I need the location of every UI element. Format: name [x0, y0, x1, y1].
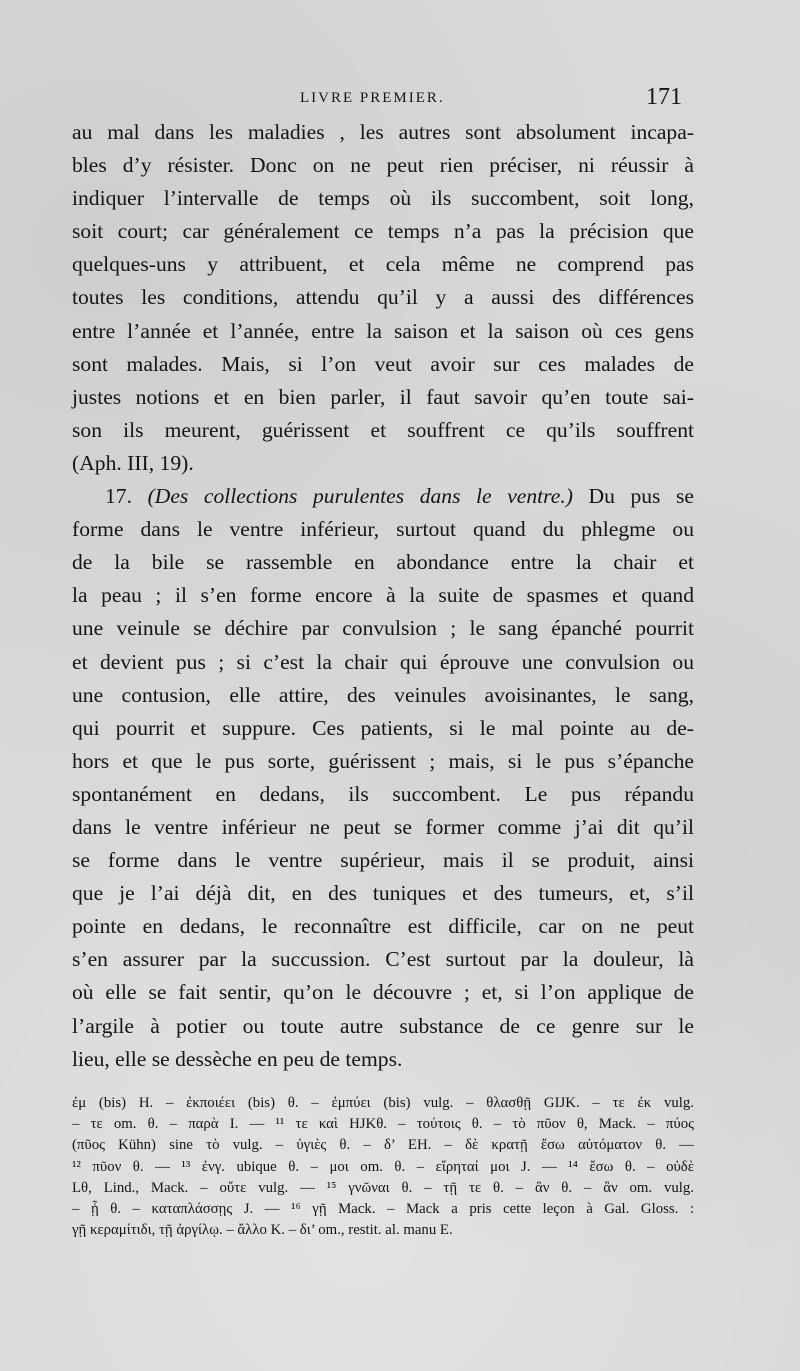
text-line: lieu, elle se dessèche en peu de temps. — [72, 1046, 403, 1071]
text-line: (Aph. III, 19). — [72, 450, 194, 475]
text-line: quelques-uns y attribuent, et cela même ne comprend pas — [72, 252, 694, 277]
text-line: bles d’y résister. Donc on ne peut rien préciser, ni réussir à — [72, 153, 694, 178]
paragraph-2 — [72, 480, 694, 1076]
footnote-line: ἐμ (bis) H. – ἐκποιέει (bis) θ. – ἐμπύει (bis) vulg. – θλασθῇ GIJK. – τε ἐκ vulg. — [72, 1095, 694, 1111]
text-line: s’en assurer par la succussion. C’est surtout par la douleur, là — [72, 947, 694, 972]
text-line: soit court; car généralement ce temps n’a pas la précision que — [72, 219, 694, 244]
footnote-line: – ᾗ θ. – καταπλάσσῃς J. — ¹⁶ γῇ Mack. – Mack a pris cette leçon à Gal. Gloss. : — [72, 1201, 694, 1218]
text-line: de la bile se rassemble en abondance entre la chair et — [72, 550, 694, 575]
text-line: son ils meurent, guérissent et souffrent ce qu’ils souffrent — [72, 417, 694, 442]
text-line: justes notions et en bien parler, il faut savoir qu’en toute sai- — [72, 384, 694, 409]
text-line: la peau ; il s’en forme encore à la suite de spasmes et quand — [72, 583, 694, 608]
paragraph-1 — [72, 116, 694, 480]
text-line: et devient pus ; si c’est la chair qui éprouve une convulsion ou — [72, 649, 694, 674]
footnote-line: Lθ, Lind., Mack. – οὔτε vulg. — ¹⁵ γνῶναι θ. – τῇ τε θ. – ἂν θ. – ἂν om. vulg. — [72, 1179, 694, 1196]
footnote-line: γῇ κεραμίτιδι, τῇ ἀργίλῳ. – ἄλλο K. – δι’ om., restit. al. manu E. — [72, 1222, 453, 1239]
paragraph-first-line — [72, 480, 694, 513]
text-line: sont malades. Mais, si l’on veut avoir sur ces malades de — [72, 351, 694, 376]
text-line: où elle se fait sentir, qu’on le découvre ; et, si l’on applique de — [72, 980, 694, 1005]
text-line: indiquer l’intervalle de temps où ils succombent, soit long, — [72, 186, 694, 211]
section-heading: (Des collections purulentes dans le ventre.) — [147, 484, 573, 509]
text-line: qui pourrit et suppure. Ces patients, si le mal pointe au de- — [72, 715, 694, 740]
footnote-line: ¹² πῦον θ. — ¹³ ἐνγ. ubique θ. – μοι om. θ. – εἴρηταί μοι J. — ¹⁴ ἔσω θ. – οὐδὲ — [72, 1158, 694, 1175]
text-line: se forme dans le ventre supérieur, mais il se produit, ainsi — [72, 848, 694, 873]
page-number: 171 — [646, 84, 682, 110]
text-line: forme dans le ventre inférieur, surtout quand du phlegme ou — [72, 517, 694, 542]
section-number: 17. — [105, 484, 132, 509]
first-line-rest: Du pus se — [588, 484, 694, 509]
text-line: que je l’ai déjà dit, en des tuniques et des tumeurs, et, s’il — [72, 881, 694, 906]
text-line: au mal dans les maladies , les autres sont absolument incapa- — [72, 120, 694, 144]
text-line: l’argile à potier ou toute autre substance de ce genre sur le — [72, 1013, 694, 1038]
running-head — [0, 84, 800, 114]
text-line: pointe en dedans, le reconnaître est difficile, car on ne peut — [72, 914, 694, 939]
footnotes — [72, 1093, 694, 1241]
text-line: toutes les conditions, attendu qu’il y a aussi des différences — [72, 285, 694, 310]
text-line: une contusion, elle attire, des veinules avoisinantes, le sang, — [72, 682, 694, 707]
text-line: dans le ventre inférieur ne peut se former comme j’ai dit qu’il — [72, 814, 694, 839]
text-line: spontanément en dedans, ils succombent. Le pus répandu — [72, 781, 694, 806]
text-line: une veinule se déchire par convulsion ; le sang épanché pourrit — [72, 616, 694, 641]
running-title: LIVRE PREMIER. — [300, 90, 445, 106]
footnote-line: – τε om. θ. – παρὰ I. — ¹¹ τε καὶ HJKθ. – τούτοις θ. – τὸ πῦον θ, Mack. – πύος — [72, 1116, 694, 1133]
text-line: entre l’année et l’année, entre la saison et la saison où ces gens — [72, 318, 694, 343]
text-line: hors et que le pus sorte, guérissent ; mais, si le pus s’épanche — [72, 748, 694, 773]
body-text — [72, 116, 694, 1076]
footnote-line: (πῦος Kühn) sine τὸ vulg. – ὑγιὲς θ. – δ’ EH. – δὲ κρατῇ ἔσω αὐτόματον θ. — — [72, 1137, 694, 1154]
